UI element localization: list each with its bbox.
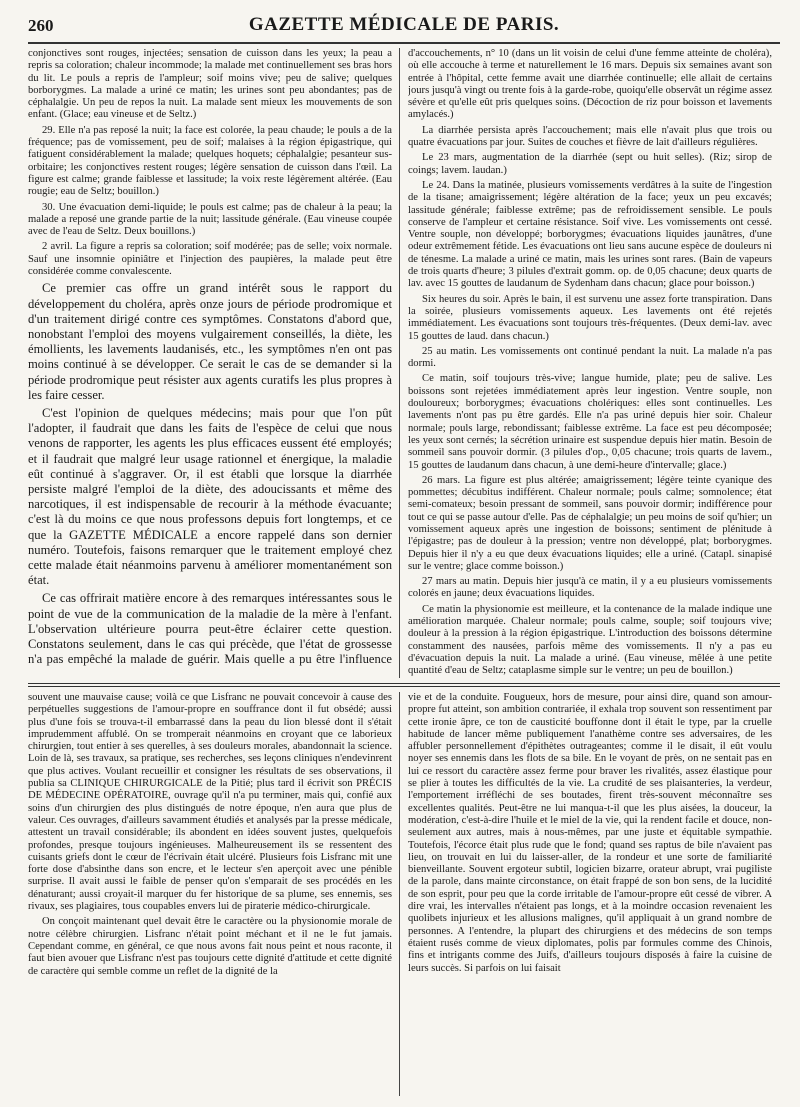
paragraph: 25 au matin. Les vomissements ont continué pendant la nuit. La malade n'a pas dormi. [408,345,772,370]
commentary-paragraph: Ce premier cas offre un grand intérêt sous le rapport du développement du choléra, après onze jours de période prodromique et d'un traitement dirigé contre ces symptômes. Constatons d'abord que, nonobstant l'emploi des moyens vulgairement conseillés, la diète, les émollients, les lavements laudanisés, etc., les symptômes n'en ont pas moins continué à se développer. Ce serait le cas de se demander si la période prodromique peut résister aux agents curatifs les plus propres à les faire cesser. [28,281,392,402]
commentary-paragraph: C'est l'opinion de quelques médecins; mais pour que l'on pût l'adopter, il faudrait que dans les faits de l'espèce de celui que nous venons de rapporter, les agents les plus efficaces eussent été employés; et il faudrait que malgré leur usage rationnel et énergique, la maladie eût continué à s'aggraver. Or, il est établi que lorsque la diarrhée persiste malgré l'emploi de la diète, des adoucissants et même des narcotiques, il est indispensable de recourir à la méthode évacuante; c'est là du moins ce que nous professons depuis fort longtemps, et ce que la GAZETTE MÉDICALE a encore rappelé dans son dernier numéro. Toutefois, faisons remarquer que le traitement employé chez cette malade était néanmoins parvenu à améliorer momentanément son état. [28,405,392,588]
page-number: 260 [28,16,54,35]
paragraph: La diarrhée persista après l'accouchement; mais elle n'avait plus que trois ou quatre évacuations par jour. Suites de couches et fièvre de lait d'ailleurs régulières. [408,124,772,149]
paragraph: vie et de la conduite. Fougueux, hors de mesure, pour ainsi dire, quand son amour-propre fut atteint, son ambition contrariée, il exhala trop souvent son ressentiment par cette ironie âpre, ce ton de causticité bouffonne dont il était le type, par la cruelle habitude de lancer même publiquement l'anathème contre ses adversaires, de les affubler personnellement d'épithètes outrageantes; comme il le disait, il eût voulu noyer ses ennemis dans les flots de sa bile. En le voyant de près, on ne sentait pas en lui ce ressort du caractère assez ferme pour braver les rivalités, assez élastique pour se plier à toutes les difficultés de la vie. La crudité de ses plaisanteries, la verdeur, l'emportement irréfléchi de ses boutades, firent très-souvent méconnaître ses excellentes qualités. Peut-être ne lui manqua-t-il que les plus aisées, la douceur, la modération, c'est-à-dire l'huile et le miel de la vie, qui la rendent facile et douce, non-seulement aux autres, mais à nous-mêmes, par une juste et équitable sympathie. Toutefois, l'écorce était plus rude que le fond; quand ses raptus de bile n'avaient pas lieu, on trouvait en lui du laisser-aller, de la rondeur et une sorte de familiarité bienveillante. Souvent ergoteur subtil, logicien bizarre, orateur abrupt, vrai pugiliste de la parole, dans mainte circonstance, on était frappé de son bon sens, de la lucidité de son esprit, pour peu que la corde irritable de l'amour-propre eût cessé de vibrer. A dire vrai, les intervalles n'étaient pas longs, et à la moindre occasion revenaient les quolibets injurieux et les allusions malignes, qu'il appliquait à un grand nombre de personnes. A l'entendre, la plupart des chirurgiens et des médecins de son temps étaient rusés comme de vieux diplomates, polis par formules comme des Chinois, fins et intrigants comme des Juifs, d'ailleurs toujours disposés à faire la cuisine de leurs succès. Si parfois on lui faisait [408,692,772,974]
journal-title: GAZETTE MÉDICALE DE PARIS. [248,14,560,35]
section-rule-top [28,683,780,684]
paragraph: 26 mars. La figure est plus altérée; amaigrissement; légère teinte cyanique des pommettes; décubitus indifférent. Chaleur normale; pouls calme; somnolence; état semi-comateux; besoin pressant de sommeil, sans pouvoir dormir; indifférence pour tout ce qui se passe autour d'elle. Pas de céphalalgie; un peu moins de soif qu'hier; un vomissement aqueux après une ingestion de boissons; sentiment de plénitude à l'épigastre; pas de douleur à la pression; ventre non développé, plat; borborygmes. Depuis hier il n'y a eu que deux évacuations liquides; elle a uriné. (Catapl. sinapisé sur le ventre; glace comme boisson.) [408,474,772,572]
paragraph: 2 avril. La figure a repris sa coloration; soif modérée; pas de selle; voix normale. Sauf une insomnie opiniâtre et l'injection des paupières, la malade peut être considérée comme convalescente. [28,241,392,278]
article-column-top-right [408,48,772,678]
paragraph: Ce matin, soif toujours très-vive; langue humide, plate; peu de salive. Les boissons sont rejetées immédiatement après leur ingestion. Ventre souple, non douloureux; borborygmes; évacuations cholériques: elles sont continuelles. Les lavements n'ont pas pu être gardés. Elle n'a pas uriné depuis hier soir. Chaleur normale; pouls large, rebondissant; faiblesse extrême. La face est peu décomposée; les yeux sont cernés; la sécrétion urinaire est suspendue depuis hier matin. Besoin de sommeil sans pouvoir dormir. (3 pilules d'op., 0,05 chacune; trois quarts de lavem., 15 gouttes de laudanum dans chacun, à une demi-heure d'intervalle; glace.) [408,373,772,471]
commentary-paragraph: Ce cas offrirait matière encore à des remarques intéressantes sous le point de vue de la communication de la maladie de la mère à l'enfant. L'observation ultérieure pourra peut-être éclairer cette question. Constatons seulement, dans le cas qui précède, que l'état de grossesse n'a pas empêché la malade de guérir. Mais quelle a pu être l'influence [28,591,392,667]
article-column-top-left [28,48,392,668]
paragraph: On conçoit maintenant quel devait être le caractère ou la physionomie morale de notre célèbre chirurgien. Lisfranc n'était point méchant et il ne le fut jamais. Cependant comme, en général, ce que nous avons fait nous peint et nous raconte, il faut bien avouer que Lisfranc n'est pas toujours cette dignité d'attitude et cette dignité de caractère qui semble comme un reflet de la dignité de la [28,916,392,977]
paragraph: Ce matin la physionomie est meilleure, et la contenance de la malade indique une amélioration marquée. Chaleur normale; pouls calme, souple; soif toujours vive; douleur à la pression à la région épigastrique. L'introduction des boissons détermine constamment des nausées, parfois même des vomissements. Il n'y a pas eu d'évacuation depuis la nuit. La malade a uriné. (Eau vineuse, mêlée à une petite quantité d'eau de Seltz; cataplasme simple sur le ventre; un peu de bouillon.) [408,603,772,677]
top-column-divider [399,48,400,678]
paragraph: conjonctives sont rouges, injectées; sensation de cuisson dans les yeux; la peau a repris sa coloration; chaleur incommode; la malade met continuellement ses bras hors du lit. Le pouls a repris de l'ampleur; soif moins vive; peu de salive; quelques borborygmes. La malade a uriné ce matin; les urines sont peu abondantes; pas de céphalalgie. Un peu de repos la nuit. La malade sent mieux les mouvements de son enfant. (Glace; eau vineuse et de Seltz.) [28,48,392,121]
paragraph: d'accouchements, n° 10 (dans un lit voisin de celui d'une femme atteinte de choléra), où elle accouche à terme et naturellement le 16 mars. Depuis six semaines avant son entrée à l'hôpital, cette femme avait une diarrhée continuelle; elle allait de certains jours jusqu'à vingt ou trente fois à la garde-robe, quoiqu'elle observât un régime assez sévère et qu'elle eût pris quelques soins. (Décoction de riz pour boisson et lavements amylacés.) [408,48,772,121]
feuilleton-column-left [28,692,392,1096]
page-header [28,14,780,40]
paragraph: souvent une mauvaise cause; voilà ce que Lisfranc ne pouvait concevoir à cause des perpétuelles suggestions de l'amour-propre en souffrance dont il fut obsédé; aussi plus d'une fois se trouva-t-il embarrassé dans la peau du lion blessé dont il s'était imprudemment affublé. On se tromperait néanmoins en croyant que ce laborieux chirurgien, tout entier à ses querelles, à ses douleurs morales, abandonnait la science. Loin de là, ses travaux, sa pratique, ses recherches, ses leçons cliniques n'endevinrent que plus actives. Voulant recueillir et consigner les résultats de ses observations, il publia sa CLINIQUE CHIRURGICALE de la Pitié; plus tard il écrivit son PRÉCIS DE MÉDECINE OPÉRATOIRE, ouvrage qu'il n'a pu terminer, mais qui, confié aux soins d'un chirurgien des plus distingués de notre époque, n'en aura que plus de valeur. Ces ouvrages, d'ailleurs savamment étudiés et analysés par la presse médicale, attestent un travail considérable; ils abondent en idées souvent justes, quelquefois profondes, presque toujours ingénieuses. Malheureusement ils se ressentent des cuisants griefs dont le cœur de l'écrivain était ulcéré. Plusieurs fois Lisfranc mit une forte dose d'absinthe dans son encre, et le lecteur s'en aperçoit avec une pénible surprise. Il avait aussi le faible de penser qu'on s'emparait de ses procédés en les dénaturant; aussi croyait-il marquer du fer historique de sa plume, ses ennemis, ses rivaux, ses plagiaires, tous coupables envers lui de piraterie médico-chirurgicale. [28,692,392,913]
feuilleton-column-right [408,692,772,1096]
paragraph: 30. Une évacuation demi-liquide; le pouls est calme; pas de chaleur à la peau; la malade a reposé une grande partie de la nuit; lassitude générale. (Eau vineuse coupée avec de l'eau de Seltz. Deux bouillons.) [28,201,392,238]
paragraph: Le 23 mars, augmentation de la diarrhée (sept ou huit selles). (Riz; sirop de coings; lavem. laudan.) [408,152,772,176]
header-rule [28,42,780,44]
bottom-column-divider [399,692,400,1096]
paragraph: 27 mars au matin. Depuis hier jusqu'à ce matin, il y a eu plusieurs vomissements colorés en jaune; deux évacuations liquides. [408,576,772,600]
paragraph: 29. Elle n'a pas reposé la nuit; la face est colorée, la peau chaude; le pouls a de la fréquence; pas de vomissement, peu de soif; malaises à la région épigastrique, qui fatiguent considérablement la malade; quelques hoquets; céphalalgie; pesanteur sus-orbitaire; les conjonctives restent rouges; légère sensation de cuisson dans l'œil. La figure est calme; grande faiblesse et lassitude; la voix reste légèrement altérée. (Eau rougie; eau de Seltz; bouillon.) [28,124,392,198]
paragraph: Six heures du soir. Après le bain, il est survenu une assez forte transpiration. Dans la soirée, plusieurs vomissements aqueux. Les lavements ont été rejetés immédiatement. Les évacuations sont toujours très-fréquentes. (Deux demi-lav. avec 15 gouttes de laud. dans chacun.) [408,293,772,342]
section-rule-bottom [28,686,780,687]
paragraph: Le 24. Dans la matinée, plusieurs vomissements verdâtres à la suite de l'ingestion de la tisane; amaigrissement; légère altération de la face; yeux un peu excavés; lassitude générale; faiblesse extrême; pas de refroidissement sensible. Le pouls conserve de l'ampleur et certaine résistance. Soif vive. Les vomissements ont cessé. Ventre souple, non développé; borborygmes; évacuations liquides jaunâtres, d'une odeur extrêmement fétide. Les évacuations ont lieu sans aucune espèce de douleurs ni de ténesme. La malade a uriné ce matin, mais les urines sont rares. (Bain de vapeurs de trois quarts d'heure; 3 pilules d'extrait gomm. op. de 0,05 chacune; deux quarts de lav. avec 15 gouttes de laudanum de Sydenham dans chacun; glace pour boisson.) [408,179,772,290]
